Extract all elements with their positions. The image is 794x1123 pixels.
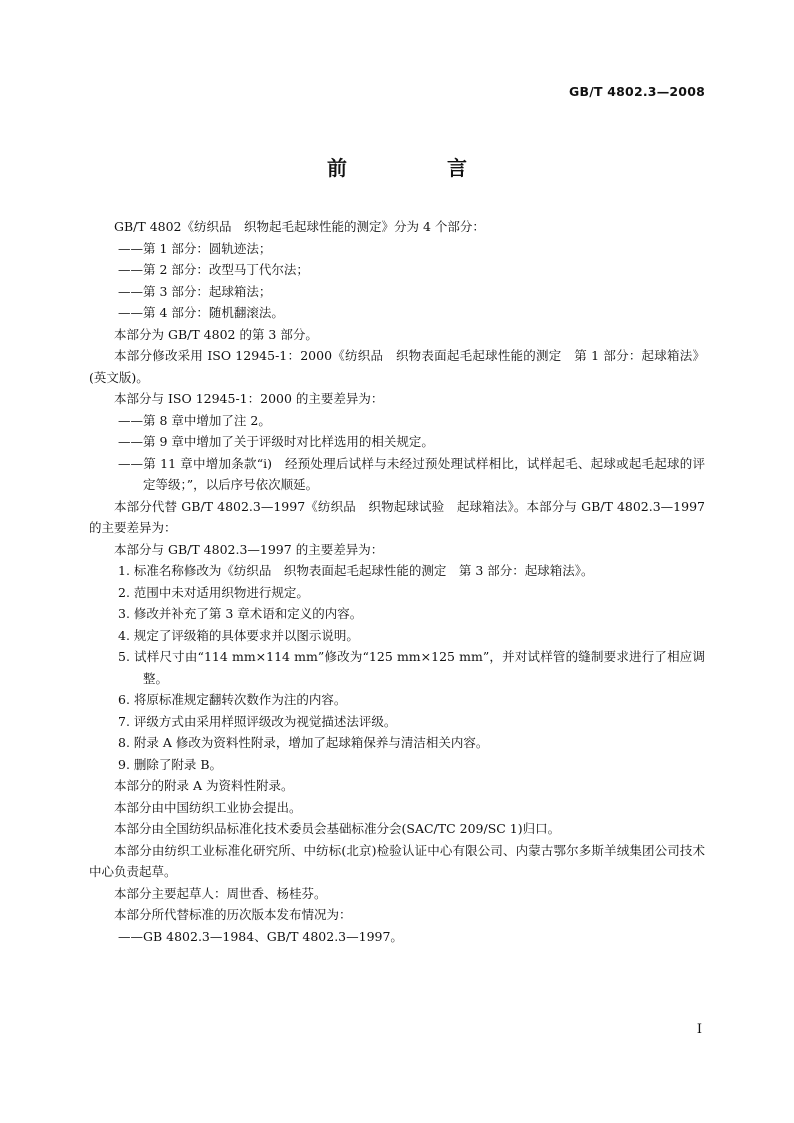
paragraph: 本部分为 GB/T 4802 的第 3 部分。 — [114, 326, 318, 342]
paragraph: 本部分所代替标准的历次版本发布情况为： — [114, 907, 352, 922]
list-item: ——第 1 部分：圆轨迹法； — [118, 240, 272, 256]
paragraph: 本部分修改采用 ISO 12945-1：2000《纺织品 织物表面起毛起球性能的测定 第 1 部分：起球箱法》(英文版)。 — [89, 348, 705, 385]
list-item: ——第 3 部分：起球箱法； — [118, 283, 272, 299]
paragraph: 本部分由全国纺织品标准化技术委员会基础标准分会(SAC/TC 209/SC 1)归口。 — [114, 821, 561, 836]
numbered-item: 1. 标准名称修改为《纺织品 织物表面起毛起球性能的测定 第 3 部分：起球箱法》。 — [118, 563, 594, 578]
list-item: ——GB 4802.3—1984、GB/T 4802.3—1997。 — [118, 928, 403, 944]
list-item: ——第 2 部分：改型马丁代尔法； — [118, 262, 309, 277]
numbered-item: 9. 删除了附录 B。 — [118, 756, 223, 772]
paragraph: 本部分的附录 A 为资料性附录。 — [114, 778, 294, 793]
paragraph: 本部分与 ISO 12945-1：2000 的主要差异为： — [114, 391, 384, 406]
numbered-item: 2. 范围中未对适用织物进行规定。 — [118, 584, 309, 600]
numbered-item: 6. 将原标准规定翻转次数作为注的内容。 — [118, 692, 347, 707]
list-item: ——第 4 部分：随机翻滚法。 — [118, 305, 284, 320]
list-item: ——第 9 章中增加了关于评级时对比样选用的相关规定。 — [118, 434, 434, 449]
foreword-body — [89, 216, 705, 947]
list-item: ——第 8 章中增加了注 2。 — [118, 412, 271, 428]
paragraph: 本部分代替 GB/T 4802.3—1997《纺织品 织物起球试验 起球箱法》。本部分与 GB/T 4802.3—1997 的主要差异为： — [89, 498, 705, 535]
paragraph: 本部分由中国纺织工业协会提出。 — [114, 799, 302, 815]
page-number: I — [696, 1022, 702, 1037]
numbered-item: 5. 试样尺寸由“114 mm×114 mm”修改为“125 mm×125 mm”，并对试样管的缝制要求进行了相应调整。 — [118, 649, 705, 686]
numbered-item: 4. 规定了评级箱的具体要求并以图示说明。 — [118, 627, 359, 643]
numbered-item: 8. 附录 A 修改为资料性附录，增加了起球箱保养与清洁相关内容。 — [118, 735, 489, 750]
numbered-item: 3. 修改并补充了第 3 章术语和定义的内容。 — [118, 606, 363, 621]
list-item: ——第 11 章中增加条款“i) 经预处理后试样与未经过预处理试样相比，试样起毛、起球或起毛起球的评定等级；”，以后序号依次顺延。 — [118, 455, 705, 492]
paragraph: 本部分主要起草人：周世香、杨桂芬。 — [114, 885, 327, 901]
standard-number: GB/T 4802.3—2008 — [569, 84, 705, 99]
paragraph: GB/T 4802《纺织品 织物起毛起球性能的测定》分为 4 个部分： — [114, 219, 485, 234]
numbered-item: 7. 评级方式由采用样照评级改为视觉描述法评级。 — [118, 713, 397, 729]
page-title: 前 言 — [327, 156, 507, 180]
paragraph: 本部分与 GB/T 4802.3—1997 的主要差异为： — [114, 541, 384, 557]
paragraph: 本部分由纺织工业标准化研究所、中纺标(北京)检验认证中心有限公司、内蒙古鄂尔多斯羊绒集团公司技术中心负责起草。 — [89, 842, 705, 879]
